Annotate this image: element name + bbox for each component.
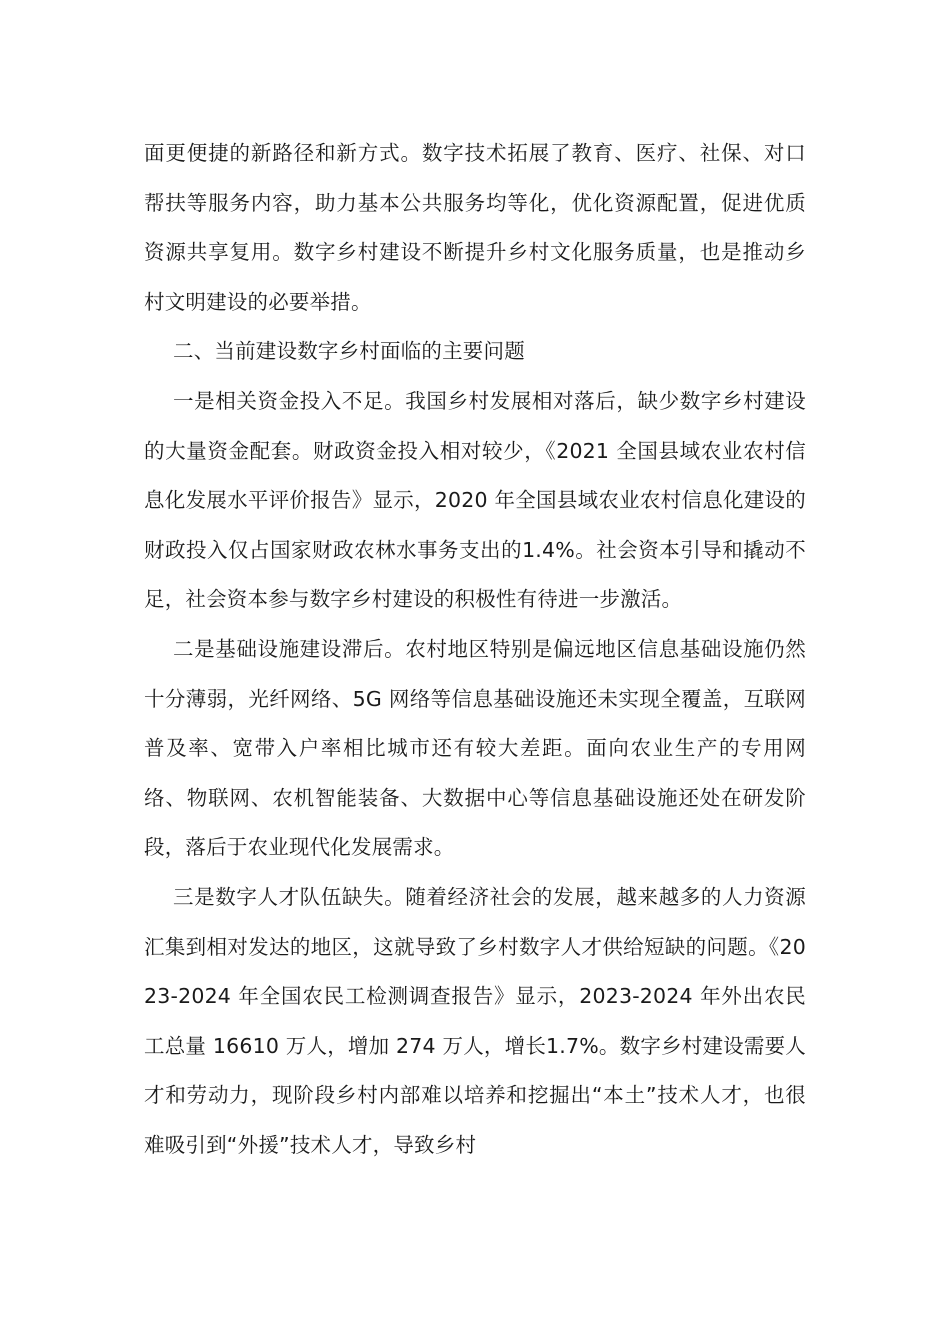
document-body <box>144 129 806 1170</box>
section-heading: 二、当前建设数字乡村面临的主要问题 <box>173 339 525 364</box>
paragraph-funding: 一是相关资金投入不足。我国乡村发展相对落后，缺少数字乡村建设的大量资金配套。财政资金投入相对较少，《2021 全国县域农业农村信息化发展水平评价报告》显示，2020 年全国县域农业农村信息化建设的财政投入仅占国家财政农林水事务支出的1.4%。社会资本引导和撬动不足，社会资本参与数字乡村建设的积极性有待进一步激活。 <box>144 388 806 612</box>
paragraph-continuation: 面更便捷的新路径和新方式。数字技术拓展了教育、医疗、社保、对口帮扶等服务内容，助力基本公共服务均等化，优化资源配置，促进优质资源共享复用。数字乡村建设不断提升乡村文化服务质量，也是推动乡村文明建设的必要举措。 <box>144 141 806 314</box>
paragraph-infrastructure: 二是基础设施建设滞后。农村地区特别是偏远地区信息基础设施仍然十分薄弱，光纤网络、5G 网络等信息基础设施还未实现全覆盖，互联网普及率、宽带入户率相比城市还有较大差距。面向农业生产的专用网络、物联网、农机智能装备、大数据中心等信息基础设施还处在研发阶段，落后于农业现代化发展需求。 <box>144 636 806 860</box>
paragraph-talent: 三是数字人才队伍缺失。随着经济社会的发展，越来越多的人力资源汇集到相对发达的地区，这就导致了乡村数字人才供给短缺的问题。《2023-2024 年全国农民工检测调查报告》显示，2023-2024 年外出农民工总量 16610 万人，增加 274 万人，增长1.7%。数字乡村建设需要人才和劳动力，现阶段乡村内部难以培养和挖掘出“本土”技术人才，也很难吸引到“外援”技术人才，导致乡村 <box>144 884 806 1157</box>
